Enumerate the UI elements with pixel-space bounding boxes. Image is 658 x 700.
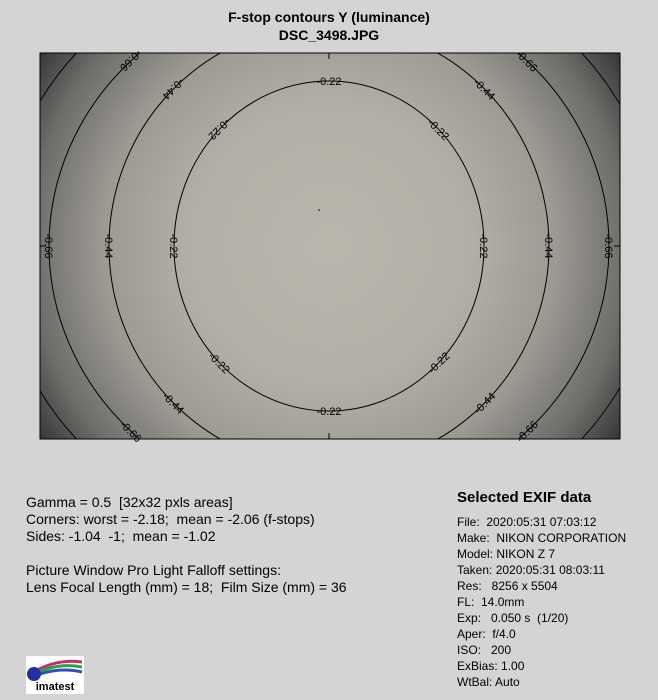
- contour-label-0-2: -0.22: [477, 233, 489, 259]
- imatest-logo-text: imatest: [35, 681, 75, 693]
- exif-res: Res: 8256 x 5504: [457, 579, 558, 593]
- exif-wtbal: WtBal: Auto: [457, 675, 520, 689]
- exif-file: File: 2020:05:31 07:03:12: [457, 515, 597, 529]
- exif-title: Selected EXIF data: [457, 489, 592, 506]
- sides-line: Sides: -1.04 -1; mean = -1.02: [26, 528, 216, 544]
- contour-label-2-2: -0.66: [602, 233, 614, 259]
- exif-panel: [457, 514, 626, 690]
- contour-label-2-6: -0.66: [42, 233, 54, 259]
- contour-label-1-2: -0.44: [542, 233, 554, 259]
- corners-line: Corners: worst = -2.18; mean = -2.06 (f-stops): [26, 511, 315, 527]
- contour-label-0-6: -0.22: [167, 233, 179, 259]
- contour-label-0-3: -0.22: [426, 350, 453, 377]
- pw-settings-line: Picture Window Pro Light Falloff settings:: [26, 562, 281, 578]
- imatest-logo: [26, 656, 84, 694]
- exif-iso: ISO: 200: [457, 643, 512, 657]
- chart-subtitle: DSC_3498.JPG: [278, 27, 380, 43]
- exif-make: Make: NIKON CORPORATION: [457, 531, 627, 545]
- plot-background: [40, 53, 620, 439]
- exif-fl: FL: 14.0mm: [457, 595, 525, 609]
- contour-label-1-6: -0.44: [102, 233, 114, 259]
- contour-label-0-7: -0.22: [205, 115, 232, 142]
- exif-taken: Taken: 2020:05:31 08:03:11: [457, 563, 605, 577]
- exif-model: Model: NIKON Z 7: [457, 547, 556, 561]
- contour-label-0-4: -0.22: [316, 406, 342, 418]
- contour-label-1-7: -0.44: [159, 75, 186, 102]
- contour-label-0-1: -0.22: [424, 116, 452, 144]
- contour-label-0-5: -0.22: [205, 350, 232, 377]
- contour-label-2-3: -0.66: [514, 418, 541, 446]
- exif-exp: Exp: 0.050 s (1/20): [457, 611, 569, 625]
- gamma-line: Gamma = 0.5 [32x32 pxls areas]: [26, 494, 233, 510]
- contour-label-1-1: -0.44: [470, 76, 497, 103]
- imatest-logo-graphic: [26, 656, 84, 682]
- contour-label-1-5: -0.44: [159, 390, 186, 417]
- stats-panel: [26, 494, 347, 596]
- contour-label-2-1: -0.66: [513, 48, 540, 75]
- exif-exbias: ExBias: 1.00: [457, 659, 525, 673]
- lens-line: Lens Focal Length (mm) = 18; Film Size (mm) = 36: [26, 579, 347, 595]
- contour-label-0-0: -0.22: [316, 76, 342, 88]
- center-dot: [318, 209, 320, 211]
- contour-label-2-5: -0.66: [117, 418, 144, 446]
- chart-title: F-stop contours Y (luminance): [228, 9, 430, 25]
- contour-label-2-7: -0.66: [117, 46, 144, 74]
- exif-aper: Aper: f/4.0: [457, 627, 516, 641]
- contour-label-1-3: -0.44: [472, 390, 499, 417]
